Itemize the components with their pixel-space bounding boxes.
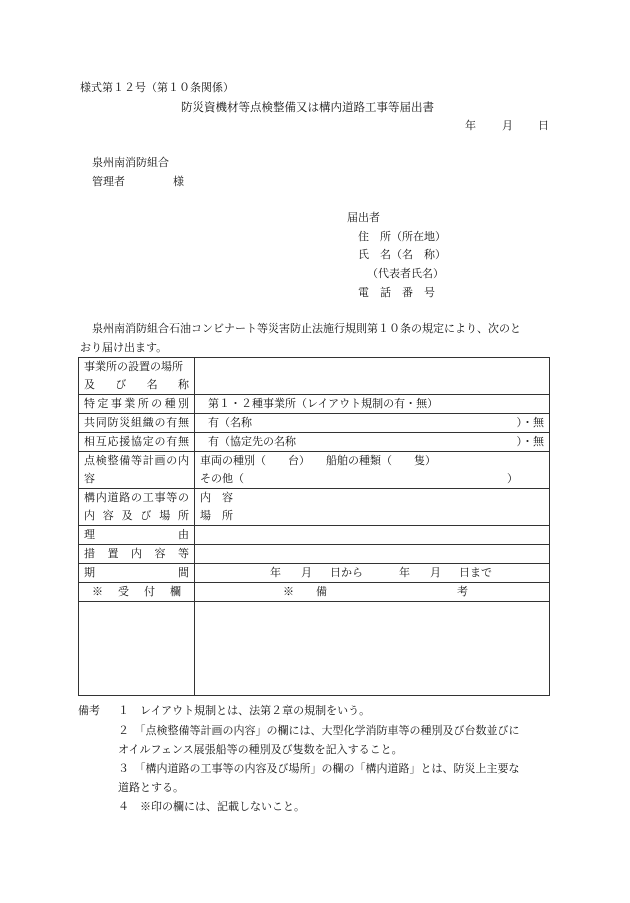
date-month: 月 xyxy=(502,119,513,132)
row-measures xyxy=(79,545,550,564)
note-4: ４ ※印の欄には、記載しないこと。 xyxy=(118,800,305,813)
field-plan[interactable]: 車両の種別（ 台） 船舶の種類（ 隻） その他（ ） xyxy=(195,452,550,489)
row-road-work xyxy=(79,489,550,526)
applicant-name: 氏 名（名 称） xyxy=(358,248,446,261)
label-road-work: 構内道路の工事等の 内容及び場所 xyxy=(79,489,195,526)
note-2a: ２ 「点検整備等計画の内容」の欄には、大型化学消防車等の種別及び台数並びに xyxy=(118,724,520,737)
applicant-phone: 電 話 番 号 xyxy=(358,286,435,299)
application-form-table xyxy=(78,357,550,696)
date-year: 年 xyxy=(465,119,476,132)
label-location-line1: 事業所の設置の場所 xyxy=(84,360,183,373)
applicant-header: 届出者 xyxy=(347,211,380,224)
row-reception-body xyxy=(79,602,550,696)
field-measures[interactable] xyxy=(195,545,550,564)
intro-line-2: おり届け出ます。 xyxy=(80,341,168,354)
row-joint-org xyxy=(79,414,550,433)
remarks-box xyxy=(195,602,550,696)
date-day: 日 xyxy=(538,119,549,132)
row-plan xyxy=(79,452,550,489)
intro-line-1: 泉州南消防組合石油コンビナート等災害防止法施行規則第１０条の規定により、次のと xyxy=(92,322,521,335)
reception-box xyxy=(79,602,195,696)
form-number: 様式第１２号（第１０条関係） xyxy=(80,81,234,94)
field-road-work[interactable]: 内 容 場 所 xyxy=(195,489,550,526)
label-remarks: ※ 備 考 xyxy=(195,583,550,602)
label-plan: 点検整備等計画の内 容 xyxy=(79,452,195,489)
label-period: 期間 xyxy=(79,564,195,583)
label-joint-org: 共同防災組織の有無 xyxy=(79,414,195,433)
row-period xyxy=(79,564,550,583)
label-mutual-aid: 相互応援協定の有無 xyxy=(79,433,195,452)
note-3a: ３ 「構内道路の工事等の内容及び場所」の欄の「構内道路」とは、防災上主要な xyxy=(118,762,520,775)
notes-heading: 備考 xyxy=(78,704,100,717)
addressee-admin: 管理者 xyxy=(92,175,125,188)
row-location xyxy=(79,358,550,395)
applicant-address: 住 所（所在地） xyxy=(358,230,446,243)
label-reason: 理由 xyxy=(79,526,195,545)
label-type: 特定事業所の種別 xyxy=(79,395,195,414)
note-2b: オイルフェンス展張船等の種別及び隻数を記入すること。 xyxy=(118,743,403,756)
label-measures: 措置内容等 xyxy=(79,545,195,564)
label-location xyxy=(79,358,195,395)
label-location-line2: 及 び 名 称 xyxy=(84,378,189,391)
field-type[interactable]: 第１・２種事業所（レイアウト規制の有・無） xyxy=(195,395,550,414)
applicant-rep: （代表者氏名） xyxy=(367,267,444,280)
field-mutual-aid[interactable]: 有（協定先の名称 ）・無 xyxy=(195,433,550,452)
label-reception: ※受付欄 xyxy=(79,583,195,602)
row-type xyxy=(79,395,550,414)
field-period[interactable]: 年 月 日から 年 月 日まで xyxy=(195,564,550,583)
addressee-sama: 様 xyxy=(173,175,184,188)
row-reason xyxy=(79,526,550,545)
form-title: 防災資機材等点検整備又は構内道路工事等届出書 xyxy=(181,100,434,114)
field-joint-org[interactable]: 有（名称 ）・無 xyxy=(195,414,550,433)
note-3b: 道路とする。 xyxy=(118,781,184,794)
row-reception-header xyxy=(79,583,550,602)
row-mutual-aid xyxy=(79,433,550,452)
addressee-org: 泉州南消防組合 xyxy=(92,156,169,169)
field-location[interactable] xyxy=(195,358,550,395)
field-reason[interactable] xyxy=(195,526,550,545)
note-1: １ レイアウト規制とは、法第２章の規制をいう。 xyxy=(118,704,371,717)
